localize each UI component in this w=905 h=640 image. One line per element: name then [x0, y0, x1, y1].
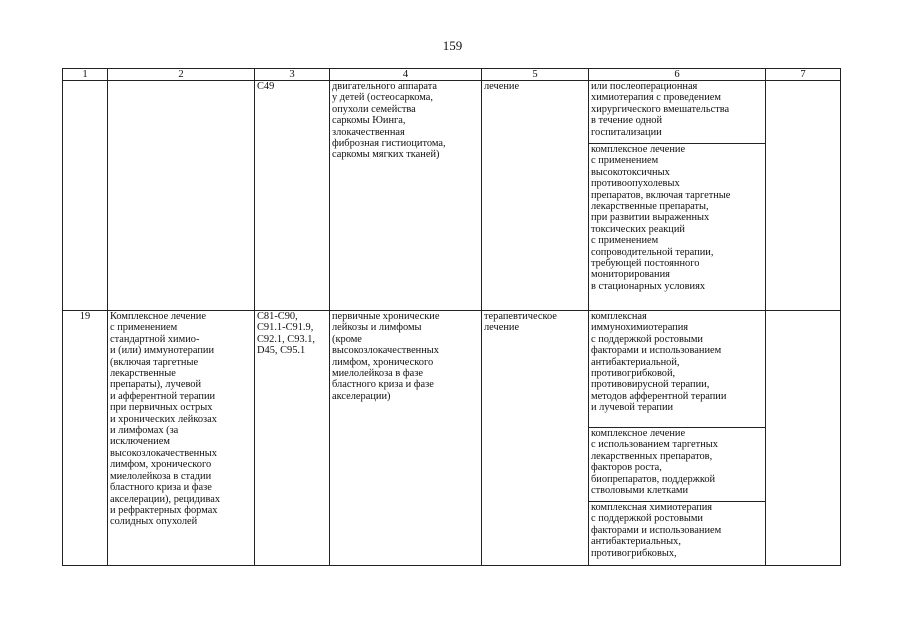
- treatment-method-cell: комплексное лечение с применением высокотоксичных противоопухолевых препаратов, включая таргетные лекарственные препараты, при развитии выраженных токсических реакций с применением сопроводительной терапии, требующей постоянного мониторирования в стационарных условиях: [589, 144, 766, 311]
- cost-cell: [766, 81, 841, 311]
- treatment-type-cell: лечение: [482, 81, 589, 311]
- treatment-method-cell: комплексная иммунохимиотерапия с поддержкой ростовыми факторами и использованием антибактериальной, противогрибковой, противовирусной терапии, методов афферентной терапии и лучевой терапии: [589, 311, 766, 428]
- column-header-1: 1: [63, 69, 108, 81]
- table-row: [63, 81, 841, 144]
- medical-care-table: [62, 68, 841, 566]
- treatment-method-cell: комплексная химиотерапия с поддержкой ростовыми факторами и использованием антибактериальных, противогрибковых,: [589, 502, 766, 566]
- treatment-method-cell: или послеоперационная химиотерапия с проведением хирургического вмешательства в течение одной госпитализации: [589, 81, 766, 144]
- cost-cell: [766, 311, 841, 566]
- patient-model-cell: первичные хронические лейкозы и лимфомы (кроме высокозлокачественных лимфом, хронического миелолейкоза в фазе бластного криза и фазе акселерации): [330, 311, 482, 566]
- care-name-cell: Комплексное лечение с применением стандартной химио- и (или) иммунотерапии (включая таргетные лекарственные препараты), лучевой и афферентной терапии при первичных острых и хронических лейкозах и лимфомах (за исключением высокозлокачественных лимфом, хронического миелолейкоза в стадии бластного криза и фазе акселерации), рецидивах и рефрактерных формах солидных опухолей: [108, 311, 255, 566]
- treatment-type-cell: терапевтическое лечение: [482, 311, 589, 566]
- column-header-3: 3: [255, 69, 330, 81]
- column-header-2: 2: [108, 69, 255, 81]
- treatment-method-cell: комплексное лечение с использованием таргетных лекарственных препаратов, факторов роста, биопрепаратов, поддержкой стволовыми клетками: [589, 428, 766, 502]
- row-number-cell: [63, 81, 108, 311]
- icd-codes-cell: C81-C90, C91.1-C91.9, C92.1, C93.1, D45, C95.1: [255, 311, 330, 566]
- care-name-cell: [108, 81, 255, 311]
- patient-model-cell: двигательного аппарата у детей (остеосаркома, опухоли семейства саркомы Юинга, злокачественная фиброзная гистиоцитома, саркомы мягких тканей): [330, 81, 482, 311]
- column-header-7: 7: [766, 69, 841, 81]
- column-header-6: 6: [589, 69, 766, 81]
- table-row: [63, 311, 841, 428]
- column-header-5: 5: [482, 69, 589, 81]
- column-number-row: [63, 69, 841, 81]
- page-number: 159: [442, 38, 463, 53]
- row-number-cell: 19: [63, 311, 108, 566]
- icd-codes-cell: C49: [255, 81, 330, 311]
- column-header-4: 4: [330, 69, 482, 81]
